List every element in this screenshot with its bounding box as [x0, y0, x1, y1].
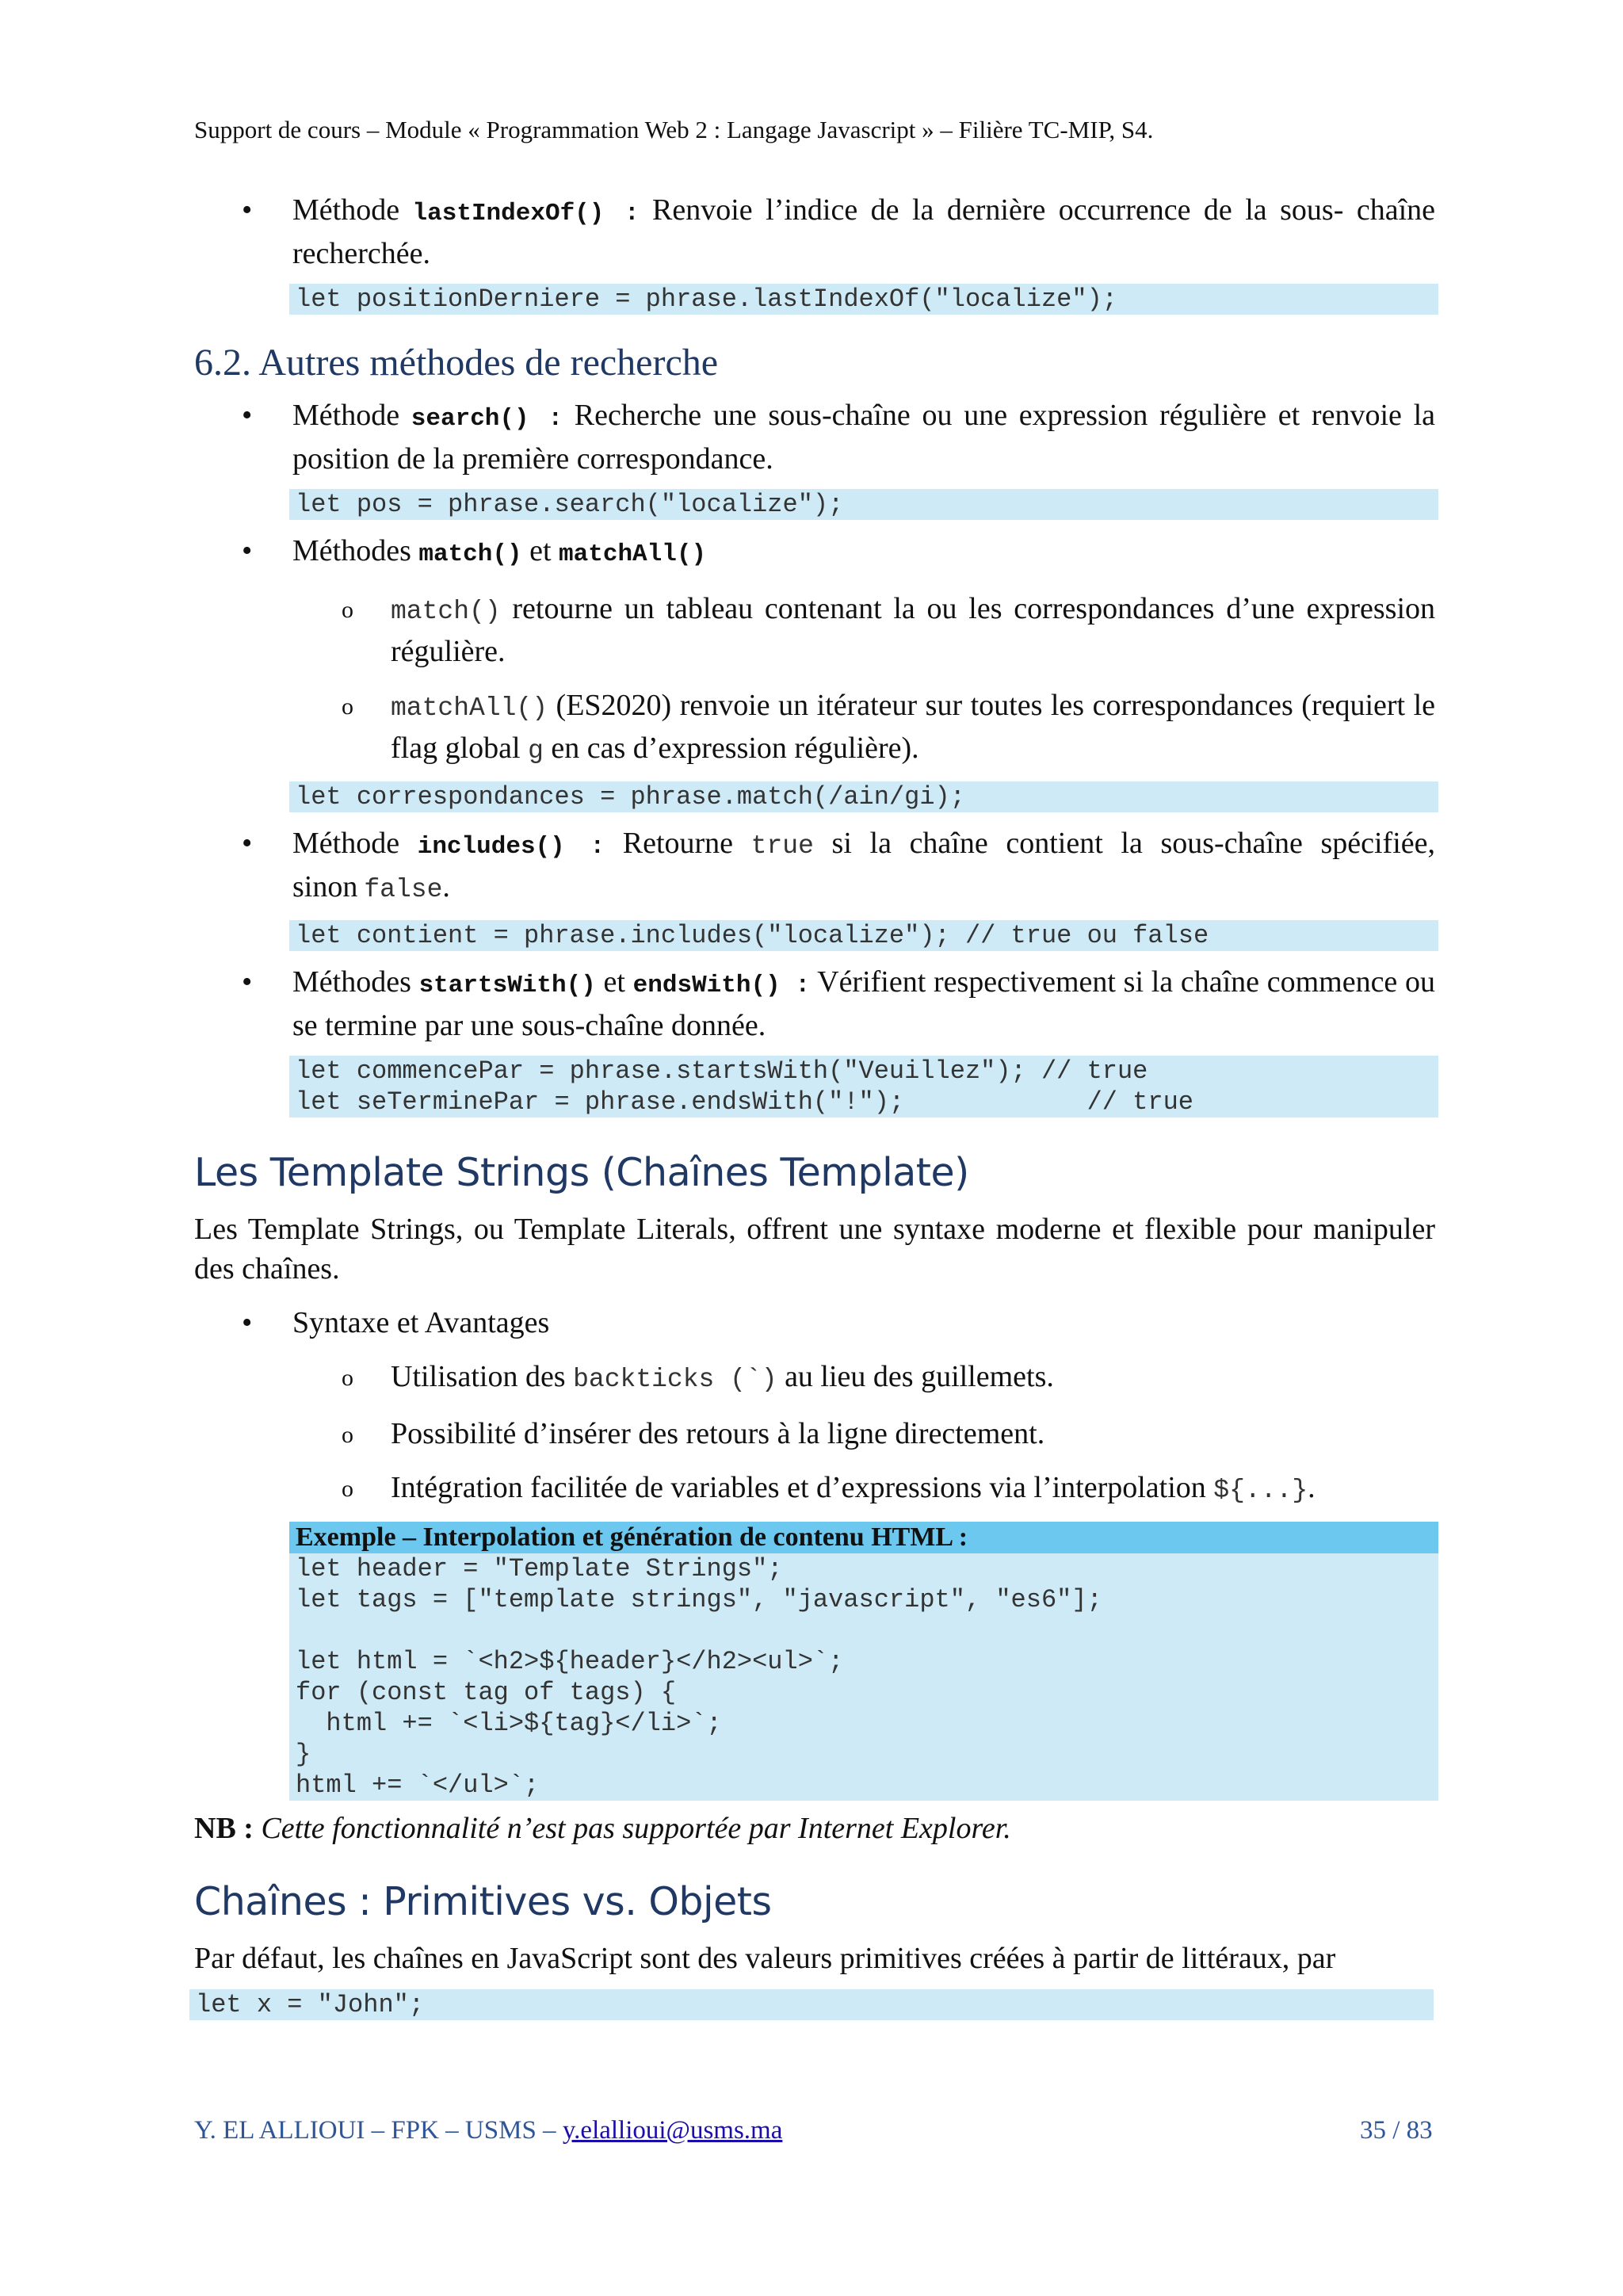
bullet-icon: •	[242, 534, 253, 567]
bullet-text: Retourne	[622, 827, 734, 860]
bullet-text-cont: sinon	[292, 870, 358, 904]
method-name: includes() :	[417, 833, 605, 861]
sub-bullet-interpolation	[194, 1468, 1435, 1511]
method-name: endsWith() :	[632, 972, 811, 999]
footer-email-link[interactable]: y.elallioui@usms.ma	[562, 2116, 783, 2145]
bullet-icon: •	[242, 193, 253, 227]
bullet-icon: •	[242, 827, 253, 860]
sub-bullet-backticks	[194, 1357, 1435, 1400]
inline-code: match()	[391, 597, 501, 626]
bullet-label: Méthodes	[292, 965, 411, 999]
bullet-text: Vérifient respectivement si la chaîne	[817, 965, 1260, 999]
code-starts-ends: let commencePar = phrase.startsWith("Veuillez"); // true let seTerminePar = phrase.endsWith("!"); // true	[289, 1056, 1438, 1117]
sub-text: (ES2020) renvoie un itérateur sur toutes les correspondances	[556, 689, 1293, 722]
sub-bullet-match	[194, 589, 1435, 671]
footer-author	[194, 2116, 782, 2145]
bullet-match	[194, 531, 1435, 575]
nb-label: NB :	[194, 1812, 254, 1845]
bullet-text-cont: renvoie la position de la première correspondance.	[292, 399, 1436, 476]
bullet-text: Renvoie l’indice de la dernière occurrence de la sous-	[652, 193, 1344, 227]
sub-text-cont: expression régulière.	[391, 592, 1436, 668]
period: .	[442, 870, 450, 904]
paragraph-template-intro: Les Template Strings, ou Template Literals, offrent une syntaxe moderne et flexible pour manipuler des chaînes.	[194, 1213, 1435, 1286]
inline-code: ${...}	[1213, 1476, 1308, 1505]
bullet-text-cont: commence ou se termine par une sous-chaîne donnée.	[292, 965, 1435, 1042]
bullet-icon: •	[242, 399, 253, 432]
sub-text: retourne un tableau contenant la ou les correspondances d’une	[512, 592, 1295, 625]
method-name: startsWith()	[418, 972, 596, 999]
inline-code-flag: g	[528, 736, 544, 766]
inline-code-false: false	[364, 875, 443, 904]
sub-text: Utilisation des	[391, 1360, 566, 1393]
bullet-label: Méthode	[292, 827, 400, 860]
bullet-syntax	[194, 1303, 1435, 1343]
sub-bullet-matchall	[194, 686, 1435, 771]
sub-bullet-newlines	[194, 1414, 1435, 1454]
code-template-example	[289, 1522, 1438, 1801]
nb-text: Cette fonctionnalité n’est pas supportée par Internet Explorer.	[261, 1812, 1011, 1845]
circle-bullet-icon: o	[342, 693, 353, 720]
inline-code: backticks (`)	[573, 1365, 777, 1394]
inline-code-true: true	[750, 831, 814, 861]
bullet-includes	[194, 823, 1435, 910]
method-name: match()	[418, 541, 522, 568]
code-primitives: let x = "John";	[189, 1989, 1434, 2020]
bullet-label: Méthodes	[292, 534, 411, 567]
method-name: matchAll()	[559, 541, 707, 568]
paragraph-primitives-intro: Par défaut, les chaînes en JavaScript sont des valeurs primitives créées à partir de littéraux, par	[194, 1942, 1336, 1975]
example-title: Exemple – Interpolation et génération de contenu HTML :	[289, 1522, 1438, 1553]
sub-text-cont: (requiert le flag global	[391, 689, 1436, 765]
running-header: Support de cours – Module « Programmation Web 2 : Langage Javascript » – Filière TC-MIP, S4.	[194, 116, 1154, 143]
bullet-label: Méthode	[292, 193, 400, 227]
method-name: search() :	[411, 405, 563, 433]
conjunction: et	[529, 534, 552, 567]
inline-code: matchAll()	[391, 693, 548, 723]
sub-text: Intégration facilitée de variables et d’expressions via l’interpolation	[391, 1471, 1206, 1504]
sub-text: au lieu des guillemets.	[785, 1360, 1054, 1393]
sub-text: Possibilité d’insérer des retours à la ligne directement.	[391, 1417, 1045, 1450]
bullet-search	[194, 395, 1435, 479]
bullet-text: si la chaîne contient la sous-chaîne spécifiée,	[831, 827, 1436, 860]
nb-note	[194, 1809, 1435, 1848]
code-includes: let contient = phrase.includes("localize"); // true ou false	[289, 920, 1438, 951]
page-content	[194, 190, 1435, 2020]
period: .	[1308, 1471, 1316, 1504]
bullet-lastindexof	[194, 190, 1435, 273]
code-lastindexof: let positionDerniere = phrase.lastIndexOf("localize");	[289, 284, 1438, 315]
conjunction: et	[603, 965, 625, 999]
code-match: let correspondances = phrase.match(/ain/gi);	[289, 781, 1438, 812]
footer-author-text: Y. EL ALLIOUI – FPK – USMS –	[194, 2116, 556, 2145]
code-search: let pos = phrase.search("localize");	[289, 489, 1438, 520]
section-heading-primitives: Chaînes : Primitives vs. Objets	[194, 1879, 772, 1924]
bullet-icon: •	[242, 1306, 253, 1339]
bullet-text: Syntaxe et Avantages	[292, 1306, 550, 1339]
bullet-text-cont: chaîne recherchée.	[292, 193, 1435, 270]
bullet-starts-ends	[194, 962, 1435, 1045]
circle-bullet-icon: o	[342, 597, 353, 623]
section-heading-6-2: 6.2. Autres méthodes de recherche	[194, 342, 719, 384]
sub-text-end: en cas d’expression régulière).	[551, 732, 919, 765]
section-heading-template-strings: Les Template Strings (Chaînes Template)	[194, 1150, 969, 1195]
circle-bullet-icon: o	[342, 1476, 353, 1502]
bullet-text: Recherche une sous-chaîne ou une expression régulière et	[574, 399, 1300, 432]
bullet-label: Méthode	[292, 399, 400, 432]
bullet-icon: •	[242, 965, 253, 999]
example-code: let header = "Template Strings"; let tags = ["template strings", "javascript", "es6"]; let html = `<h2>${header}</h2><ul>`; for (const tag of tags) { html += `<li>${tag}</li>`; } html += `</ul>`;	[296, 1554, 1102, 1800]
method-name: lastIndexOf() :	[412, 200, 640, 227]
circle-bullet-icon: o	[342, 1422, 353, 1448]
circle-bullet-icon: o	[342, 1365, 353, 1391]
page-number: 35 / 83	[1360, 2116, 1433, 2145]
